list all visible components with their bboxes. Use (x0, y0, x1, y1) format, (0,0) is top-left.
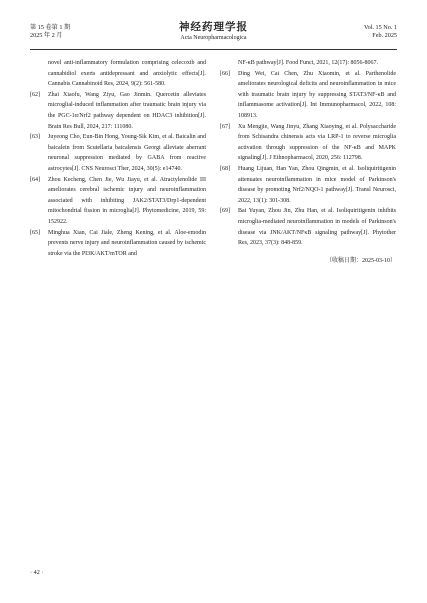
reference-text: Zhou Kecheng, Chen Jie, Wu Jiayu, et al. Atractylenolide III ameliorates cerebral ischemic injury and neuroinflammation associated with inhibiting JAK2/STAT3/Drp1-dependent mitochondrial fission in microglia[J]. Phytomedicine, 2019, 59: 152922. (48, 176, 206, 225)
reference-continuation (30, 58, 206, 90)
reference-text: Bai Yuyan, Zhou Jin, Zhu Han, et al. Isoliquiritigenin inhibits microglia-mediated neuroinflammation in models of Parkinson's disease via JNK/AKT/NFκB signaling pathway[J]. Phytother Res, 2023, 37(3): 848-859. (238, 208, 396, 247)
reference-item (220, 164, 396, 206)
header-rule (30, 49, 397, 50)
reference-item (220, 206, 396, 248)
reference-text: Juyeong Cho, Eun-Bin Hong, Young-Sik Kim, et al. Baicalin and baicalein from Scutellaria baicalensis Georgi alleviate aberrant neuronal suppression mediated by GABA from reactive astrocytes[J]. CNS Neurosci Ther, 2024, 30(5): e14740. (48, 134, 206, 172)
reference-item (220, 122, 396, 164)
page-number: · 42 · (30, 569, 44, 576)
reference-text: Huang Lijuan, Han Yan, Zhou Qingmin, et al. Isoliquiritigenin attenuates neuroinflammation in mice model of Parkinson's disease by promoting Nrf2/NQO-1 pathway[J]. Transl Neurosci, 2022, 13(1): 301-308. (238, 165, 396, 204)
right-column (220, 58, 396, 266)
reference-text: Zhai Xiaofu, Wang Ziyu, Gao Jinmin. Quercetin alleviates microglial-induced inflammation after traumatic brain injury via the PGC-1α/Nrf2 pathway dependent on HDAC3 inhibition[J]. Brain Res Bull, 2024, 217: 111080. (48, 91, 206, 130)
reference-item (30, 132, 206, 174)
reference-number: [68] (220, 165, 230, 172)
reference-item (30, 228, 206, 260)
header-volume-en: Vol. 15 No. 1 (363, 24, 397, 31)
reference-text: Xu Mengjie, Wang Jinyu, Zhang Xiaoying, et al. Polysaccharide from Schisandra chinensis acts via LRP-1 to reverse microglia activation through suppression of the NF-κB and MAPK signaling[J]. J Ethnopharmacol, 2020, 256: 112798. (238, 123, 396, 162)
reference-number: [62] (30, 91, 40, 98)
reference-number: [63] (30, 134, 40, 141)
reference-text: Minghua Xian, Cai Jiale, Zheng Kening, et al. Aloe-emodin prevents nerve injury and neuroinflammation caused by ischemic stroke via the PI3K/AKT/mTOR and (48, 229, 206, 257)
reference-number: [69] (220, 208, 230, 215)
left-column (30, 58, 206, 259)
reference-number: [64] (30, 176, 40, 183)
reference-text: NF-κB pathway[J]. Food Funct, 2021, 12(17): 8056-8067. (238, 60, 379, 66)
header-right (364, 24, 397, 40)
header-date: 2025 年 2 月 (30, 32, 63, 39)
reference-number: [67] (220, 123, 230, 130)
reference-item (220, 69, 396, 122)
reference-text: Ding Wei, Cai Chen, Zhu Xiaomin, et al. Parthenolide ameliorates neurological deficits and neuroinflammation in mice with traumatic brain injury by suppressing STAT3/NF-κB and inflammasome activation[J]. Int Immunopharmacol, 2022, 108: 108913. (238, 70, 396, 119)
journal-title-cn: 神经药理学报 (179, 22, 248, 33)
reference-item (30, 175, 206, 228)
journal-title-en: Acta Neuropharmacologica (180, 35, 247, 41)
received-date: （收稿日期：2025-03-10） (326, 257, 396, 264)
header-center (30, 22, 397, 42)
reference-text: novel anti-inflammatory formulation comprising celecoxib and cannabidiol exerts antidepressant and anxiolytic effects[J]. Cannabis Cannabinoid Res, 2024, 9(2): 561-580. (48, 60, 206, 88)
header-date-en: Feb. 2025 (372, 32, 397, 39)
reference-number: [65] (30, 229, 40, 236)
reference-number: [66] (220, 70, 230, 77)
reference-item (30, 90, 206, 132)
header-volume: 第 15 卷第 1 期 (30, 24, 71, 31)
running-header (30, 24, 397, 48)
reference-continuation (220, 58, 396, 69)
